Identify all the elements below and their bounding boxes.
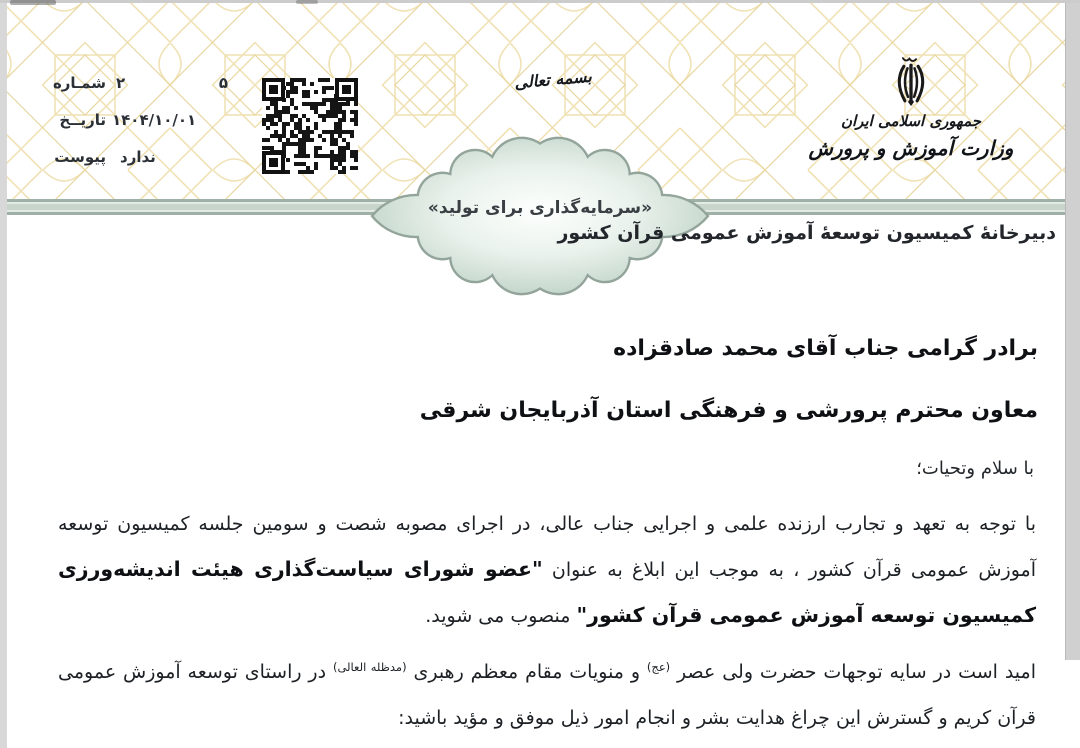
honorific-aj: (عج) (646, 660, 671, 674)
closing-text-3: در راستای توسعه آموزش عمومی قرآن کریم و گسترش این چراغ هدایت بشر و انجام امور ذیل موفق و مؤید باشید: (58, 661, 1036, 729)
number-digit-right: ۵ (218, 73, 228, 92)
number-digit-left: ۲ (116, 73, 126, 92)
number-label: شمـاره (52, 73, 106, 92)
meta-row-date (48, 101, 232, 138)
appointment-paragraph (58, 502, 1036, 639)
iran-emblem-icon (885, 52, 937, 108)
salutation: با سلام وتحیات؛ (916, 458, 1034, 479)
meta-row-attachment (48, 138, 232, 175)
photo-edge-left (0, 0, 7, 748)
letter-meta (48, 64, 232, 175)
recipient-role: معاون محترم پرورشی و فرهنگی استان آذربایجان شرقی (419, 398, 1038, 423)
secretariat-title: دبیرخانهٔ کمیسیون توسعهٔ آموزش عمومی قرآن کشور (557, 222, 1056, 244)
closing-text-2: و منویات مقام معظم رهبری (406, 661, 647, 683)
recipient-name: برادر گرامی جناب آقای محمد صادقزاده (613, 336, 1038, 361)
slogan-medallion (363, 132, 717, 300)
letterhead-emblem-block (806, 52, 1016, 160)
attachment-label: پیوست (54, 147, 106, 166)
body-text-1: با توجه به تعهد و تجارب ارزنده علمی و اجرایی جناب عالی، در اجرای مصوبه شصت و سومین جلسه کمیسیون توسعه آموزش عمومی قرآن کشور ، به موجب این ابلاغ به عنوان (58, 513, 1036, 581)
ministry-title: وزارت آموزش و پرورش (808, 136, 1014, 160)
closing-paragraph (58, 644, 1036, 741)
republic-title: جمهوری اسلامی ایران (840, 112, 982, 130)
honorific-modzela: (مدظله العالی) (332, 660, 407, 674)
qr-finder-icon (262, 151, 285, 174)
date-label: تاریــخ (59, 110, 106, 129)
qr-code (262, 78, 358, 174)
photo-edge-top (0, 0, 1080, 3)
bismillah-text: بسمه تعالی (513, 66, 593, 93)
closing-text-1: امید است در سایه توجهات حضرت ولی عصر (670, 661, 1036, 683)
date-value: ۱۴۰۴/۱۰/۰۱ (112, 110, 197, 129)
photo-artifact (296, 0, 318, 4)
qr-finder-icon (335, 78, 358, 101)
slogan-text: «سرمایه‌گذاری برای تولید» (427, 198, 653, 218)
attachment-value: ندارد (120, 147, 156, 166)
meta-row-number (48, 64, 232, 101)
emblem-base (908, 98, 914, 106)
appointment-title-bold: "عضو شورای سیاست‌گذاری هیئت اندیشه‌ورزی کمیسیون توسعه آموزش عمومی قرآن کشور" (58, 557, 1036, 627)
qr-finder-icon (262, 78, 285, 101)
body-text-2: منصوب می شوید. (425, 605, 577, 627)
photo-artifact (10, 0, 56, 5)
photo-edge-right (1065, 0, 1080, 660)
number-value (106, 74, 232, 92)
